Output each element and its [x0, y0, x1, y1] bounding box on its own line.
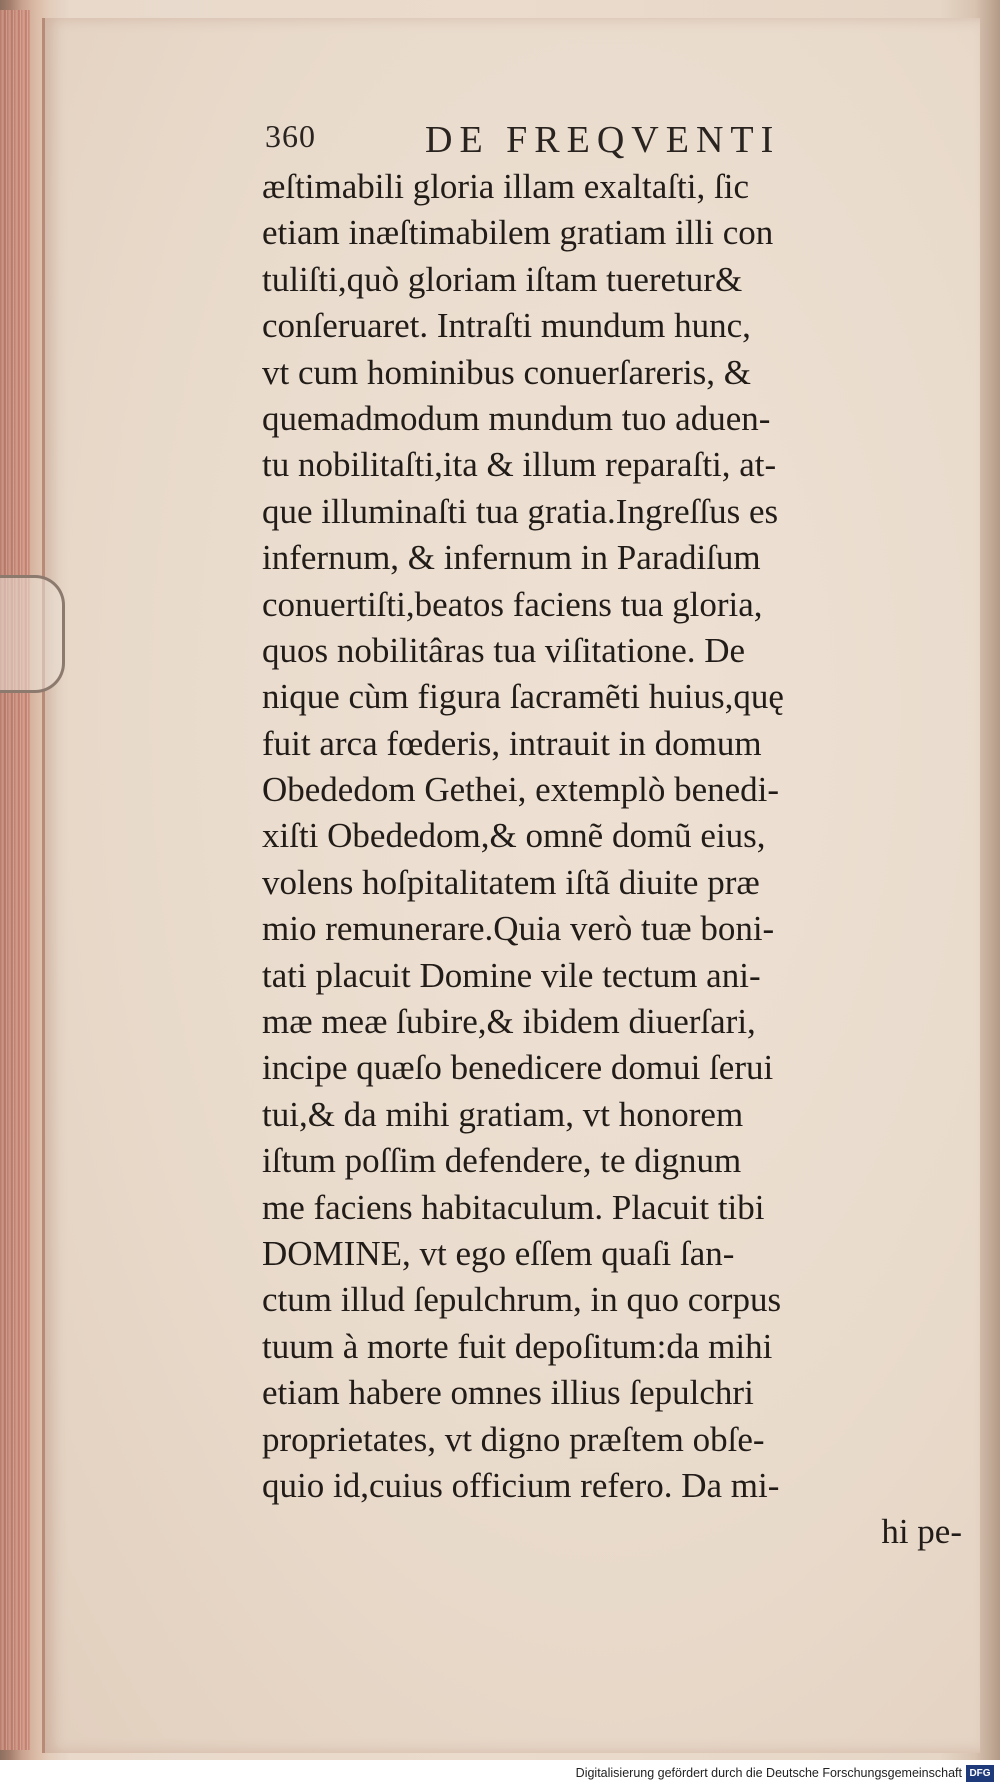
page-edge-strip [0, 10, 30, 1750]
dfg-logo: DFG [966, 1765, 994, 1782]
footer-bar [0, 1760, 1000, 1790]
page-clip [0, 575, 65, 693]
text-line: quos nobilitâras tua viſitatione. De [262, 630, 746, 670]
text-line: etiam inæſtimabilem gratiam illi con [262, 213, 774, 253]
text-line: me faciens habitaculum. Placuit tibi [262, 1187, 765, 1227]
text-line: tui,& da mihi gratiam, vt honorem [262, 1094, 744, 1134]
text-line: quio id,cuius officium refero. Da mi- [262, 1465, 780, 1505]
running-title: DE FREQVENTI [425, 119, 781, 161]
text-line: tati placuit Domine vile tectum ani- [262, 955, 761, 995]
text-line: conſeruaret. Intraſti mundum hunc, [262, 306, 751, 346]
catchword: hi pe- [881, 1512, 962, 1552]
text-line: infernum, & infernum in Paradiſum [262, 538, 761, 578]
page-number: 360 [265, 118, 316, 154]
funding-credit: Digitalisierung gefördert durch die Deutsche Forschungsgemeinschaft [575, 1766, 962, 1780]
text-line: Obededom Gethei, extemplò benedi- [262, 770, 780, 810]
text-line: tu nobilitaſti,ita & illum reparaſti, at- [262, 445, 777, 485]
text-line: nique cùm figura ſacramẽti huius,quę [262, 677, 784, 717]
text-line: iſtum poſſim defendere, te dignum [262, 1141, 742, 1181]
text-line: mio remunerare.Quia verò tuæ boni- [262, 909, 775, 949]
text-line: tuliſti,quò gloriam iſtam tueretur& [262, 259, 743, 299]
text-line: DOMINE, vt ego eſſem quaſi ſan- [262, 1233, 735, 1273]
text-line: volens hoſpitalitatem iſtã diuite præ [262, 862, 760, 902]
text-line: conuertiſti,beatos faciens tua gloria, [262, 584, 763, 624]
text-line: quemadmodum mundum tuo aduen- [262, 398, 771, 438]
text-line: fuit arca fœderis, intrauit in domum [262, 723, 762, 763]
text-line: que illuminaſti tua gratia.Ingreſſus es [262, 491, 779, 531]
text-line: proprietates, vt digno præſtem obſe- [262, 1419, 765, 1459]
text-line: mæ meæ ſubire,& ibidem diuerſari, [262, 1002, 756, 1042]
text-line: etiam habere omnes illius ſepulchri [262, 1373, 754, 1413]
text-line: tuum à morte fuit depoſitum:da mihi [262, 1326, 773, 1366]
text-line: vt cum hominibus conuerſareris, & [262, 352, 751, 392]
body-text [262, 164, 962, 1556]
text-line: incipe quæſo benedicere domui ſerui [262, 1048, 774, 1088]
text-line: ctum illud ſepulchrum, in quo corpus [262, 1280, 782, 1320]
text-line: æſtimabili gloria illam exaltaſti, ſic [262, 167, 749, 206]
text-line: xiſti Obededom,& omnẽ domũ eius, [262, 816, 766, 856]
page-header [265, 118, 885, 166]
